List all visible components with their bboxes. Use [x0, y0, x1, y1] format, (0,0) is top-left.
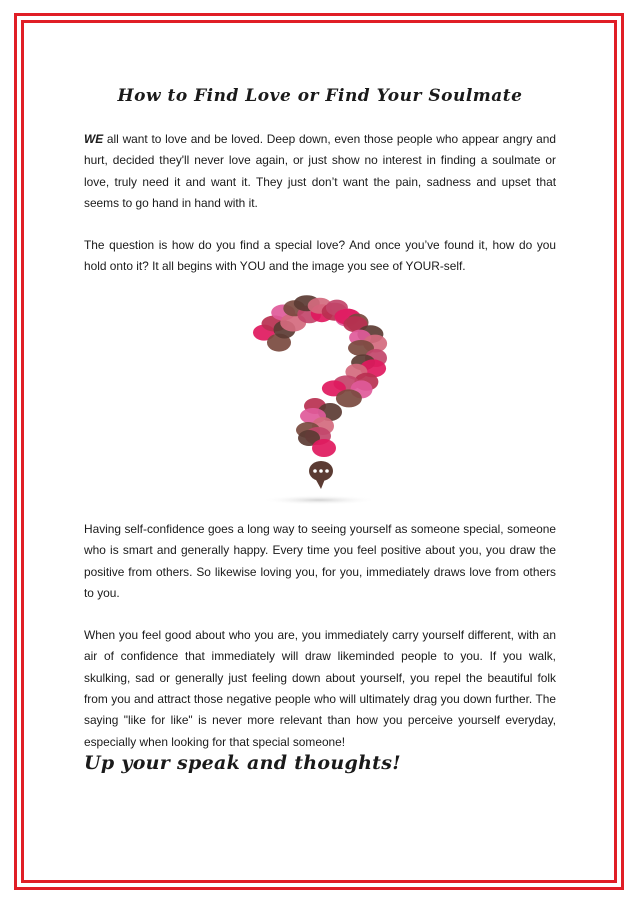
question-mark-illustration — [201, 281, 438, 517]
section-heading: Up your speak and thoughts! — [84, 752, 401, 774]
document-body-continued — [84, 519, 556, 753]
dot-speech-bubble-icon — [309, 461, 333, 489]
paragraph-feel-good: When you feel good about who you are, you immediately carry yourself different, with an air of confidence that immediately will draw likeminded people to you. If you walk, skulking, sad or generally just feeling down about yourself, you repel the beautiful folk from you and attract those negative people who will ultimately drag you down further. The saying "like for like" is never more relevant than how you perceive yourself everyday, especially when looking for that special someone! — [84, 628, 556, 749]
paragraph-intro — [84, 129, 556, 214]
speech-bubble-icon — [312, 439, 336, 457]
speech-bubble-icon — [336, 389, 362, 407]
intro-lead-word: WE — [84, 132, 104, 146]
page-title: How to Find Love or Find Your Soulmate — [117, 86, 523, 106]
paragraph-self-confidence: Having self-confidence goes a long way to seeing yourself as someone special, someone who is smart and generally happy. Every time you feel positive about you, you draw the positive from others. So likewise loving you, for you, immediately draws love from others to you. — [84, 522, 556, 600]
intro-text: all want to love and be loved. Deep down, even those people who appear angry and hurt, decided they'll never love again, or just show no interest in finding a soulmate or love, truly need it and want it. They just don’t want the pain, sadness and upset that seems to go hand in hand with it. — [84, 132, 556, 210]
speech-bubble-question-mark-icon — [201, 281, 438, 517]
document-body — [84, 86, 556, 278]
paragraph-question: The question is how do you find a special love? And once you’ve found it, how do you hold onto it? It all begins with YOU and the image you see of YOUR-self. — [84, 238, 556, 274]
